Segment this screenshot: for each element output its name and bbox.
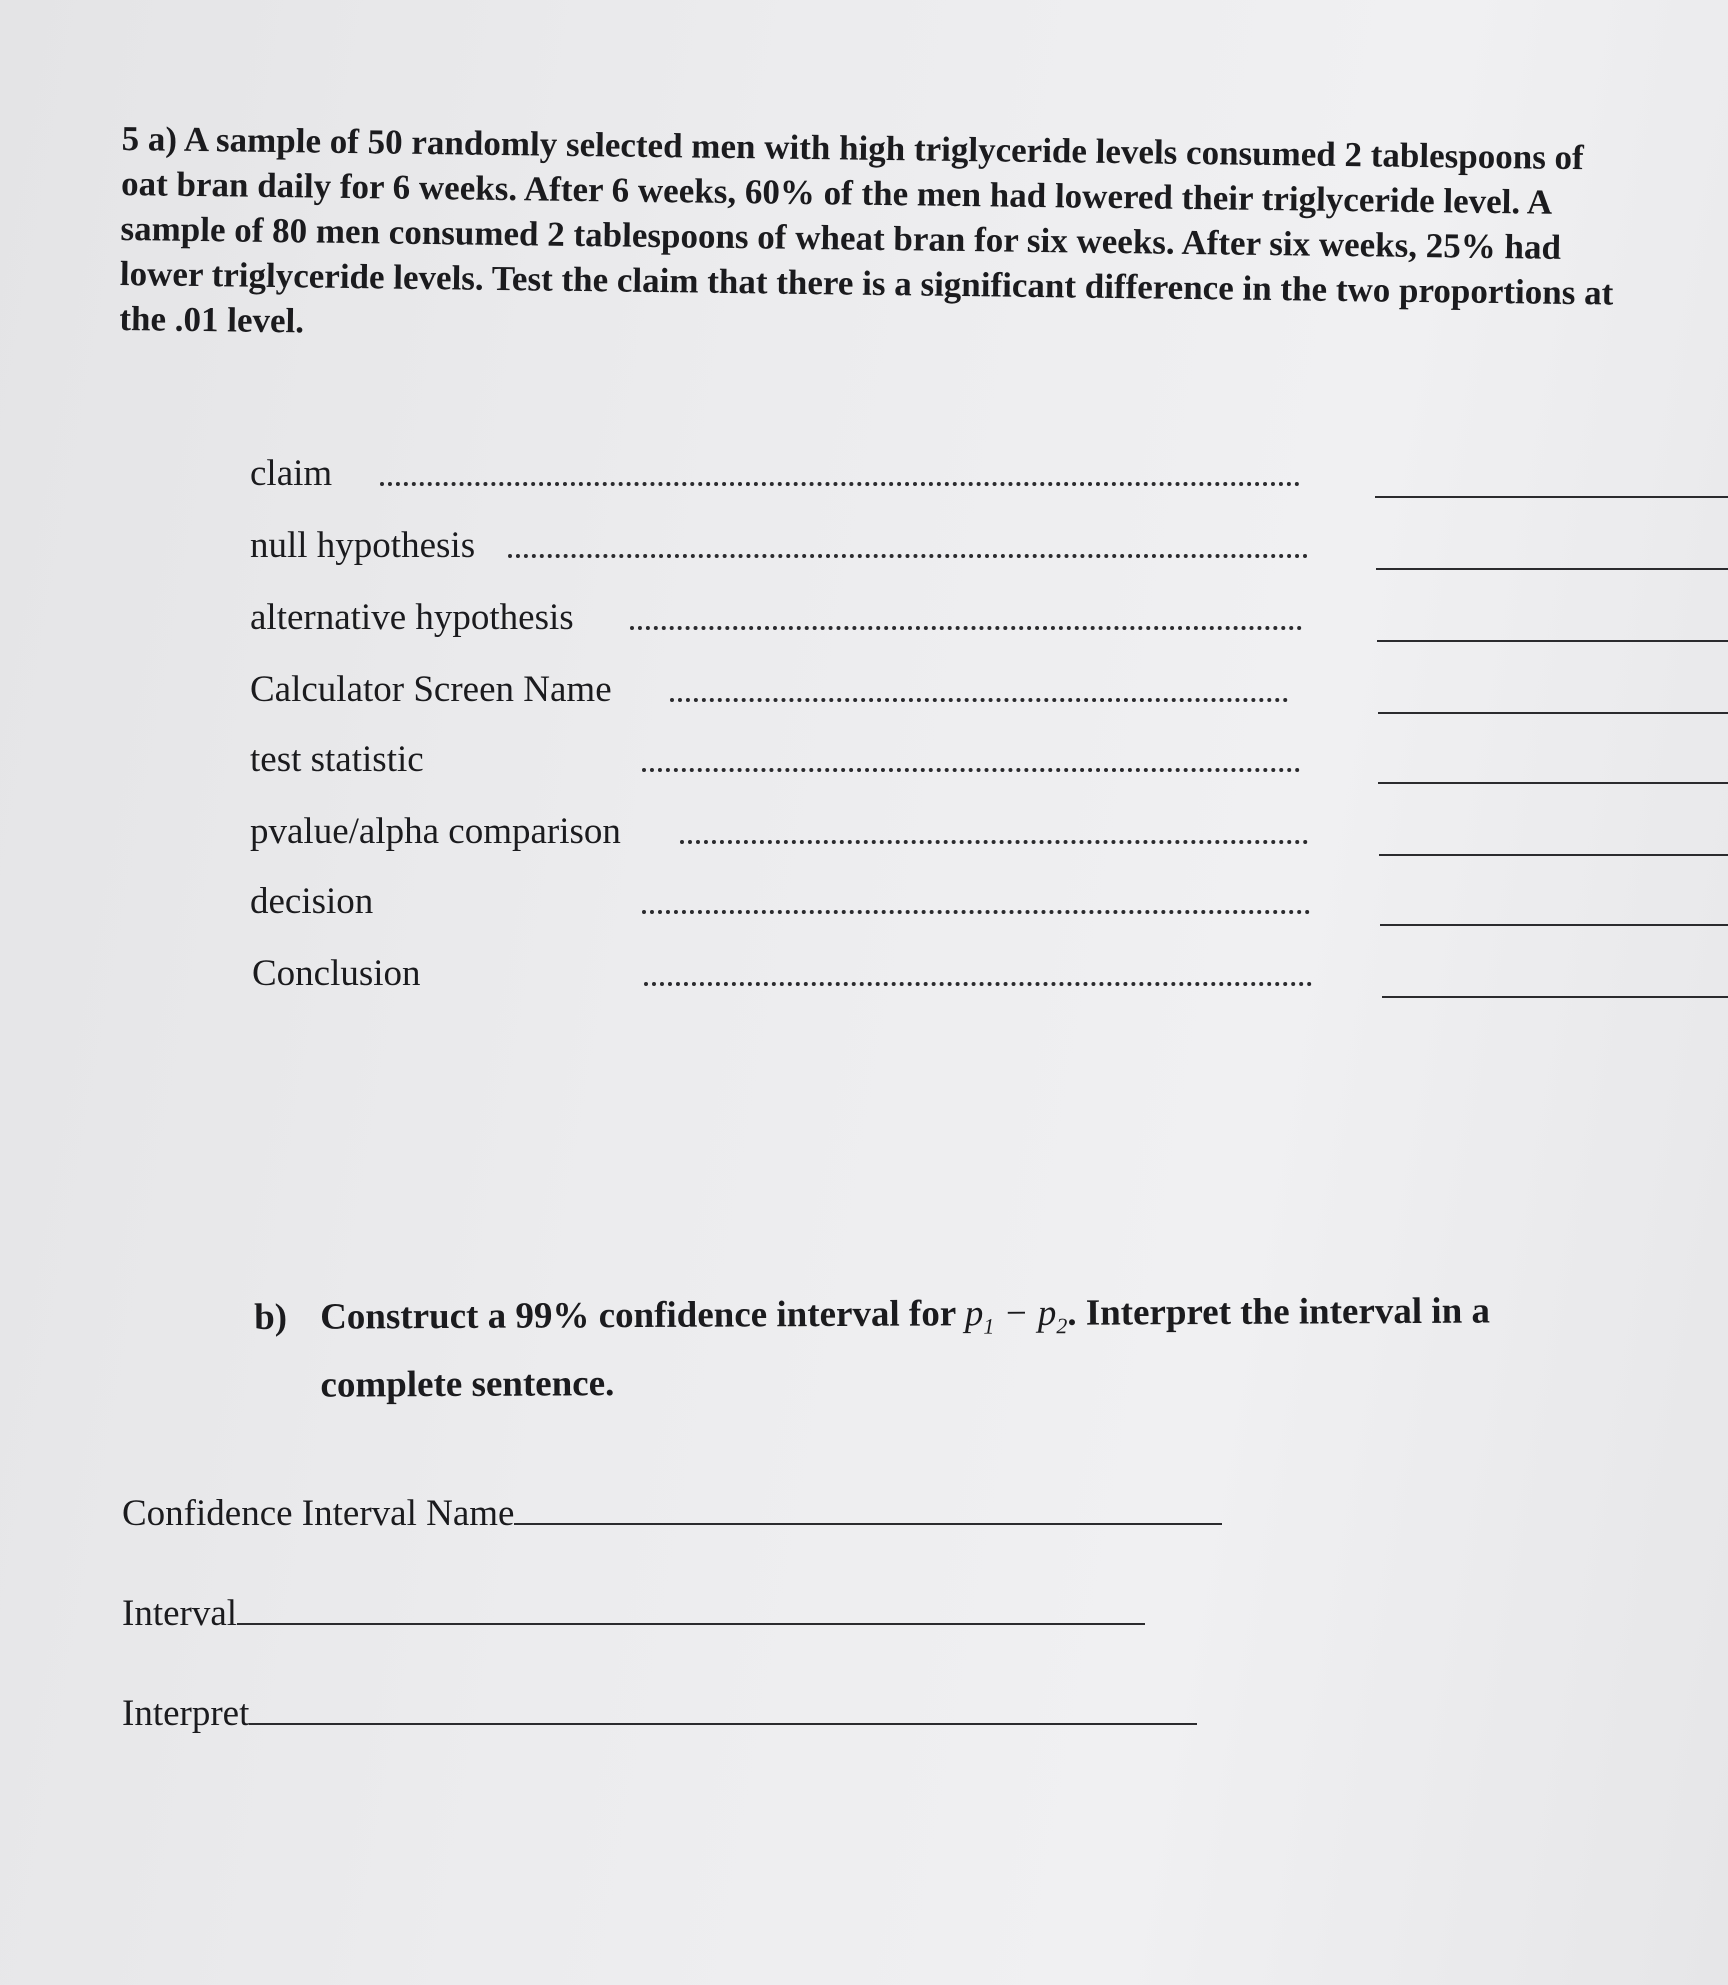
dot-leader	[380, 482, 1300, 486]
dot-leader	[670, 698, 1288, 702]
dot-leader	[642, 768, 1300, 772]
field-label: claim	[250, 453, 333, 494]
answer-blank[interactable]	[1376, 568, 1728, 570]
ci-name-row	[122, 1492, 1222, 1535]
dot-leader	[642, 910, 1310, 914]
dot-leader	[680, 840, 1308, 844]
field-label: Calculator Screen Name	[250, 669, 612, 710]
ci-name-blank[interactable]	[514, 1495, 1222, 1525]
answer-blank[interactable]	[1378, 782, 1728, 784]
field-null-hypothesis	[250, 524, 1650, 574]
field-label: alternative hypothesis	[250, 597, 574, 638]
answer-blank[interactable]	[1379, 854, 1728, 856]
ci-name-label: Confidence Interval Name	[122, 1493, 515, 1534]
p1-minus-p2-expression: $p_1 - p_2$	[964, 1292, 1068, 1339]
field-decision	[250, 880, 1650, 930]
ci-interval-row	[122, 1592, 1145, 1635]
ci-interval-label: Interval	[122, 1593, 238, 1634]
ci-interval-blank[interactable]	[237, 1595, 1145, 1625]
field-label: null hypothesis	[250, 525, 476, 566]
answer-blank[interactable]	[1377, 640, 1728, 642]
answer-blank[interactable]	[1380, 924, 1728, 926]
field-test-statistic	[250, 738, 1650, 788]
field-calculator-screen-name	[250, 668, 1650, 718]
problem-5a-text: 5 a) A sample of 50 randomly selected men with high triglyceride levels consumed 2 tablespoons of oat bran daily for 6 weeks. After 6 weeks, 60% of the men had lowered their triglyceride level. A sample of 80 men consumed 2 tablespoons of wheat bran for six weeks. After six weeks, 25% had lower triglyceride levels. Test the claim that there is a significant difference in the two proportions at the .01 level.	[119, 118, 1614, 341]
field-label: Conclusion	[252, 953, 421, 994]
dot-leader	[508, 554, 1308, 558]
dot-leader	[630, 626, 1302, 630]
field-label: pvalue/alpha comparison	[250, 811, 621, 852]
part-b-question	[254, 1283, 1594, 1407]
answer-blank[interactable]	[1378, 712, 1728, 714]
field-alternative-hypothesis	[250, 596, 1650, 646]
answer-blank[interactable]	[1382, 996, 1728, 998]
ci-interpret-blank[interactable]	[249, 1695, 1197, 1725]
part-b-text	[320, 1283, 1591, 1414]
field-conclusion	[252, 952, 1652, 1002]
dot-leader	[644, 982, 1312, 986]
field-label: test statistic	[250, 739, 424, 780]
ci-interpret-label: Interpret	[122, 1693, 250, 1734]
part-b-label: b)	[254, 1296, 288, 1338]
field-claim	[250, 452, 1650, 502]
ci-interpret-row	[122, 1692, 1197, 1735]
answer-blank[interactable]	[1375, 496, 1728, 498]
field-label: decision	[250, 881, 374, 922]
part-b-text-before: Construct a 99% confidence interval for	[320, 1293, 956, 1338]
field-pvalue-alpha-comparison	[250, 810, 1650, 860]
part-b-text-after: . Interpret the interval in a complete sentence.	[320, 1290, 1491, 1407]
